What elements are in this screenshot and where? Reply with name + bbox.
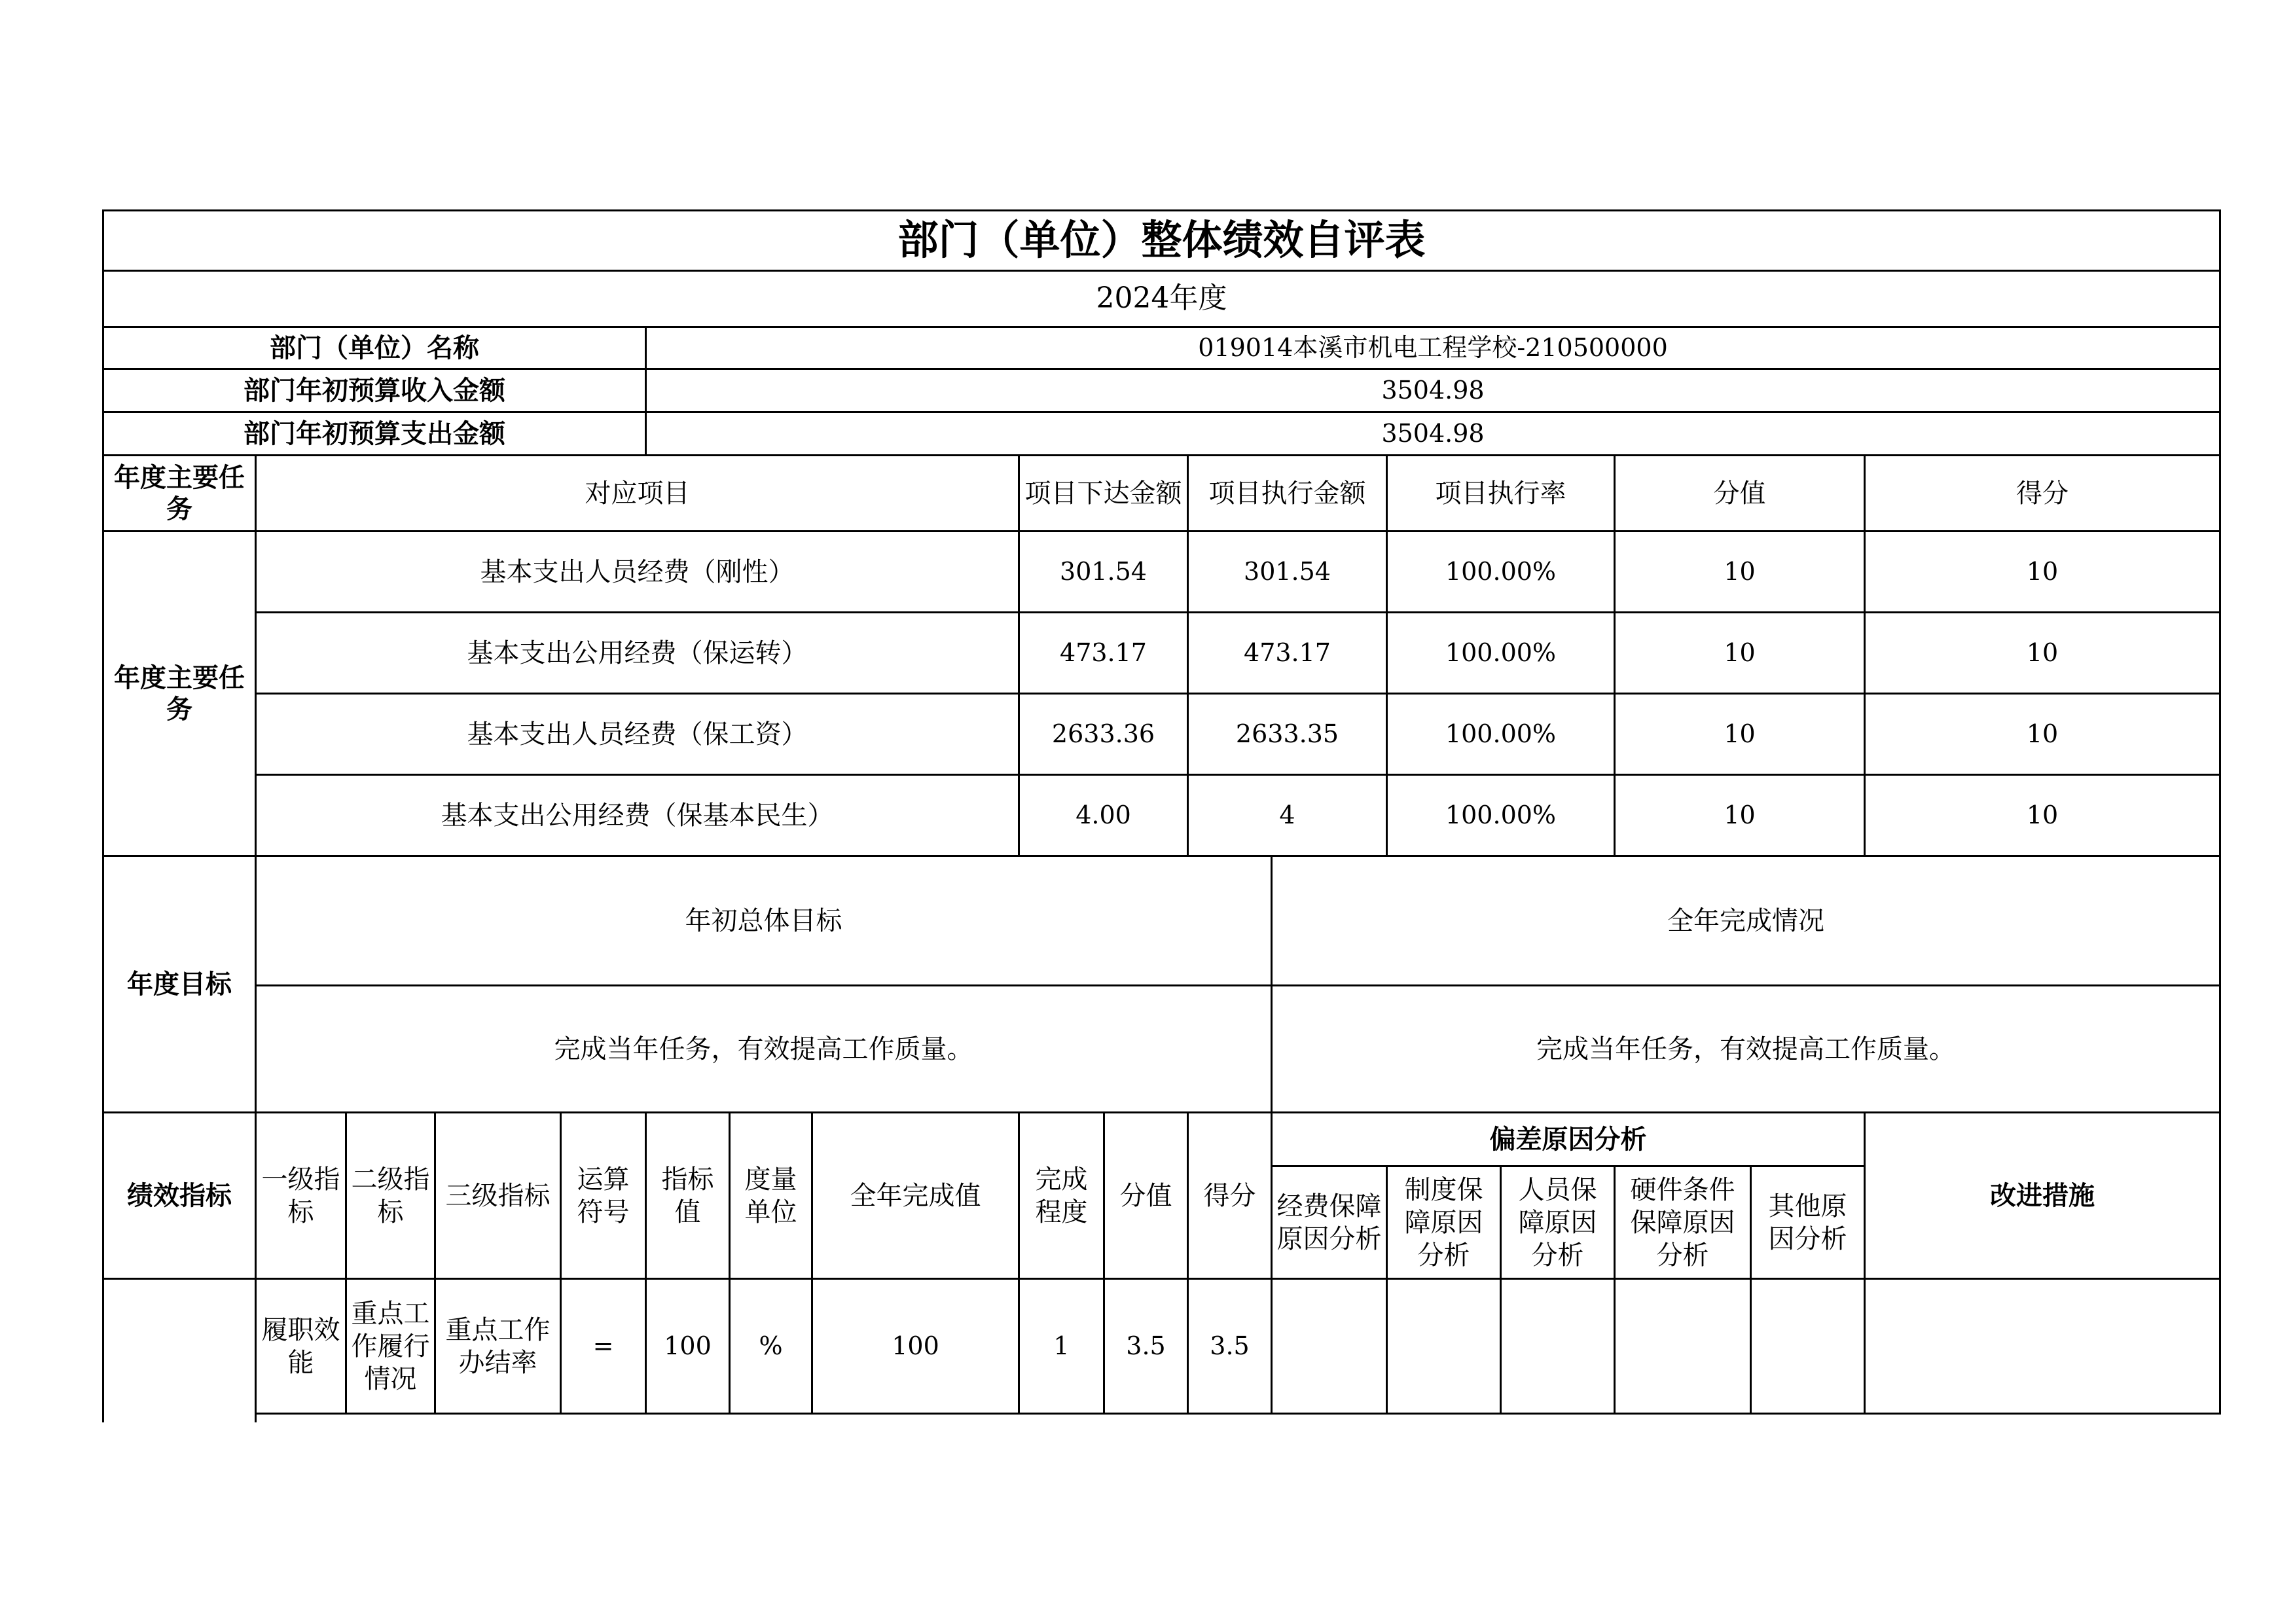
dev-other-header: 其他原因分析 bbox=[1751, 1166, 1865, 1279]
task-issued: 473.17 bbox=[1019, 613, 1188, 694]
task-score: 10 bbox=[1865, 613, 2220, 694]
self-evaluation-sheet bbox=[102, 209, 2202, 1415]
year-label: 2024年度 bbox=[103, 271, 2220, 327]
indicator-dev-hardware bbox=[1615, 1279, 1751, 1414]
level2-header: 二级指标 bbox=[346, 1113, 435, 1279]
indicator-dev-staff bbox=[1501, 1279, 1615, 1414]
unit-name-value: 019014本溪市机电工程学校-210500000 bbox=[646, 327, 2220, 369]
completion-text: 完成当年任务，有效提高工作质量。 bbox=[1272, 986, 2220, 1113]
task-project: 基本支出公用经费（保基本民生） bbox=[256, 775, 1019, 856]
task-score-value: 10 bbox=[1615, 694, 1865, 775]
task-score-value: 10 bbox=[1615, 613, 1865, 694]
project-header: 对应项目 bbox=[256, 456, 1019, 532]
operator-header: 运算符号 bbox=[561, 1113, 646, 1279]
level3-header: 三级指标 bbox=[435, 1113, 561, 1279]
task-executed: 4 bbox=[1188, 775, 1387, 856]
task-project: 基本支出人员经费（刚性） bbox=[256, 532, 1019, 613]
task-executed: 301.54 bbox=[1188, 532, 1387, 613]
indicator-level3: 重点工作办结率 bbox=[435, 1279, 561, 1414]
indicator-dev-other bbox=[1751, 1279, 1865, 1414]
target-header: 指标值 bbox=[646, 1113, 730, 1279]
dev-staff-header: 人员保障原因分析 bbox=[1501, 1166, 1615, 1279]
deviation-header: 偏差原因分析 bbox=[1272, 1113, 1865, 1166]
score-value-header: 分值 bbox=[1615, 456, 1865, 532]
task-score: 10 bbox=[1865, 694, 2220, 775]
task-score-value: 10 bbox=[1615, 775, 1865, 856]
indicator-dev-system bbox=[1387, 1279, 1501, 1414]
task-rate: 100.00% bbox=[1387, 775, 1615, 856]
task-header-label: 年度主要任务 bbox=[103, 456, 256, 532]
continuation-line-left bbox=[102, 1413, 104, 1422]
indicator-actual: 100 bbox=[812, 1279, 1019, 1414]
task-group-label: 年度主要任务 bbox=[103, 532, 256, 856]
income-label: 部门年初预算收入金额 bbox=[103, 369, 646, 412]
indicator-label: 绩效指标 bbox=[103, 1113, 256, 1279]
task-rate: 100.00% bbox=[1387, 532, 1615, 613]
evaluation-table bbox=[102, 209, 2221, 1415]
task-issued: 301.54 bbox=[1019, 532, 1188, 613]
indicator-operator: = bbox=[561, 1279, 646, 1414]
executed-header: 项目执行金额 bbox=[1188, 456, 1387, 532]
indicator-improvement bbox=[1865, 1279, 2220, 1414]
task-project: 基本支出人员经费（保工资） bbox=[256, 694, 1019, 775]
task-executed: 473.17 bbox=[1188, 613, 1387, 694]
indicator-target: 100 bbox=[646, 1279, 730, 1414]
continuation-line-inner bbox=[255, 1413, 257, 1422]
score-header: 得分 bbox=[1865, 456, 2220, 532]
unit-header: 度量单位 bbox=[730, 1113, 812, 1279]
initial-goal-text: 完成当年任务，有效提高工作质量。 bbox=[256, 986, 1272, 1113]
completion-degree-header: 完成程度 bbox=[1019, 1113, 1104, 1279]
indicator-score-header: 得分 bbox=[1188, 1113, 1272, 1279]
task-rate: 100.00% bbox=[1387, 613, 1615, 694]
initial-goal-header: 年初总体目标 bbox=[256, 856, 1272, 986]
task-project: 基本支出公用经费（保运转） bbox=[256, 613, 1019, 694]
dev-hardware-header: 硬件条件保障原因分析 bbox=[1615, 1166, 1751, 1279]
actual-header: 全年完成值 bbox=[812, 1113, 1019, 1279]
task-issued: 2633.36 bbox=[1019, 694, 1188, 775]
rate-header: 项目执行率 bbox=[1387, 456, 1615, 532]
unit-name-label: 部门（单位）名称 bbox=[103, 327, 646, 369]
indicator-group-cell bbox=[103, 1279, 256, 1414]
dev-system-header: 制度保障原因分析 bbox=[1387, 1166, 1501, 1279]
expense-value: 3504.98 bbox=[646, 412, 2220, 456]
page-title: 部门（单位）整体绩效自评表 bbox=[103, 211, 2220, 271]
task-issued: 4.00 bbox=[1019, 775, 1188, 856]
level1-header: 一级指标 bbox=[256, 1113, 346, 1279]
indicator-score-value-header: 分值 bbox=[1104, 1113, 1188, 1279]
task-score-value: 10 bbox=[1615, 532, 1865, 613]
expense-label: 部门年初预算支出金额 bbox=[103, 412, 646, 456]
indicator-level1: 履职效能 bbox=[256, 1279, 346, 1414]
indicator-dev-funding bbox=[1272, 1279, 1387, 1414]
task-rate: 100.00% bbox=[1387, 694, 1615, 775]
indicator-completion: 1 bbox=[1019, 1279, 1104, 1414]
completion-header: 全年完成情况 bbox=[1272, 856, 2220, 986]
improvement-header: 改进措施 bbox=[1865, 1113, 2220, 1279]
issued-header: 项目下达金额 bbox=[1019, 456, 1188, 532]
dev-funding-header: 经费保障原因分析 bbox=[1272, 1166, 1387, 1279]
indicator-level2: 重点工作履行情况 bbox=[346, 1279, 435, 1414]
income-value: 3504.98 bbox=[646, 369, 2220, 412]
indicator-score: 3.5 bbox=[1188, 1279, 1272, 1414]
indicator-unit: % bbox=[730, 1279, 812, 1414]
task-score: 10 bbox=[1865, 532, 2220, 613]
goals-label: 年度目标 bbox=[103, 856, 256, 1113]
indicator-score-value: 3.5 bbox=[1104, 1279, 1188, 1414]
task-executed: 2633.35 bbox=[1188, 694, 1387, 775]
task-score: 10 bbox=[1865, 775, 2220, 856]
